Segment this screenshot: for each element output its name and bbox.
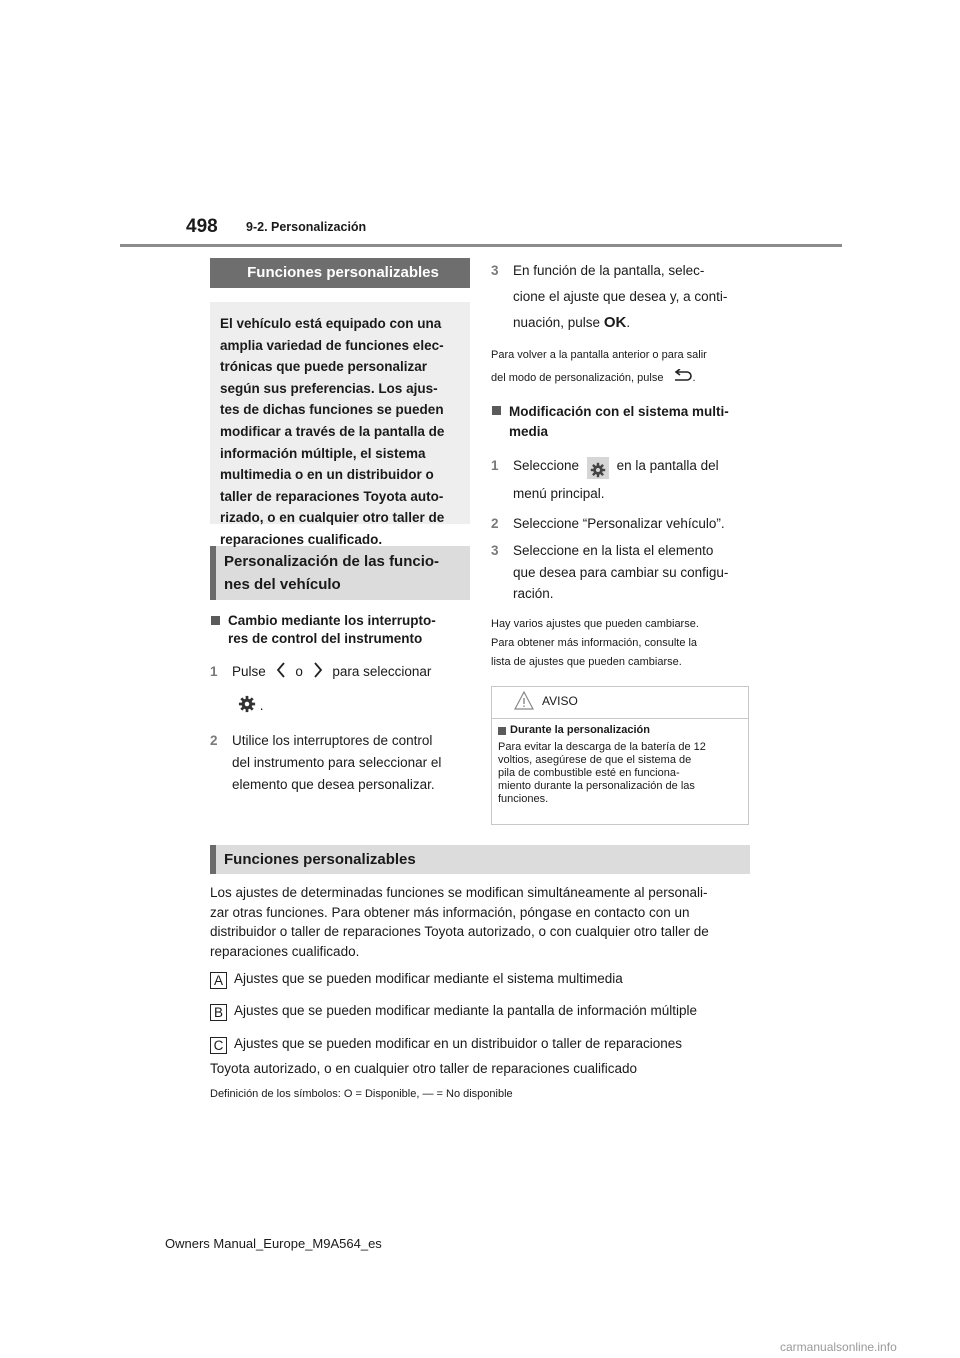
note-line: lista de ajustes que pueden cambiarse. (491, 655, 682, 668)
section-heading-funciones-bottom: Funciones personalizables (210, 845, 750, 874)
aviso-label: AVISO (542, 693, 578, 708)
step-text: . (626, 315, 631, 330)
aviso-line: miento durante la personalización de las (498, 779, 695, 792)
step-line: ración. (513, 586, 554, 601)
note-line: Para volver a la pantalla anterior o para salir (491, 349, 707, 361)
legend-text: Ajustes que se pueden modificar mediante el sistema multimedia (234, 971, 623, 986)
subheading-interruptores (210, 612, 470, 648)
legend-text: Ajustes que se pueden modificar mediante la pantalla de información múltiple (234, 1003, 698, 1018)
step-number: 2 (210, 733, 218, 748)
legend-row-c (210, 1035, 682, 1054)
step-text: nuación, pulse (513, 315, 601, 330)
intro-line: amplia variedad de funciones elec- (220, 337, 444, 353)
square-bullet-icon (492, 406, 501, 415)
step-line: que desea para cambiar su configu- (513, 564, 729, 580)
legend-key: B (210, 1004, 227, 1021)
step-text: en la pantalla del (616, 458, 719, 473)
intro-line: trónicas que puede personalizar (220, 359, 428, 375)
settings-button-icon (587, 457, 609, 479)
intro-line: información múltiple, el sistema (220, 445, 426, 461)
intro-line: rizado, o en cualquier otro taller de (220, 510, 445, 526)
step-1 (210, 660, 470, 718)
note-text: . (692, 372, 696, 384)
step-text: . (259, 698, 264, 713)
note-back (491, 344, 751, 390)
aviso-line: funciones. (498, 792, 549, 805)
step-line (513, 452, 751, 480)
step-line: elemento que desea personalizar. (232, 777, 435, 792)
footer-doc-id: Owners Manual_Europe_M9A564_es (165, 1236, 382, 1251)
aviso-header (492, 687, 748, 719)
section-heading-personalizacion (210, 546, 470, 600)
paragraph-line: Los ajustes de determinadas funciones se modifican simultáneamente al personali- (210, 885, 708, 900)
section-heading-line: Personalización de las funcio- (224, 553, 440, 570)
step-text: o (295, 664, 303, 679)
note-line (491, 367, 751, 390)
page-number: 498 (186, 216, 218, 237)
step-line: Seleccione en la lista el elemento (513, 543, 714, 558)
gear-icon (590, 462, 606, 478)
intro-line: multimedia o en un distribuidor o (220, 467, 434, 483)
symbols-definition: Definición de los símbolos: O = Disponible, — = No disponible (210, 1088, 513, 1100)
step-number: 2 (491, 516, 499, 531)
note-line: Para obtener más información, consulte la (491, 636, 698, 649)
left-column (210, 258, 470, 796)
chevron-left-icon (275, 661, 287, 679)
step-line: del instrumento para seleccionar el (232, 755, 442, 770)
legend-text: Ajustes que se pueden modificar en un distribuidor o taller de reparaciones (234, 1036, 683, 1051)
aviso-title (498, 724, 742, 737)
section-reference: 9-2. Personalización (246, 220, 367, 234)
subheading-multimedia (491, 402, 751, 442)
watermark: carmanualsonline.info (780, 1340, 897, 1354)
square-bullet-icon (498, 727, 506, 735)
ok-icon: OK (603, 314, 627, 331)
intro-line: taller de reparaciones Toyota auto- (220, 488, 444, 504)
step-number: 3 (491, 263, 499, 278)
aviso-line: voltios, asegúrese de que el sistema de (498, 753, 692, 766)
subheading-line: Cambio mediante los interrupto- (228, 613, 436, 628)
step-text: para seleccionar (332, 664, 432, 679)
note-ajustes (491, 615, 751, 672)
body-paragraph (210, 883, 755, 961)
intro-line: El vehículo está equipado con una (220, 316, 442, 331)
intro-line: tes de dichas funciones se pueden (220, 402, 444, 418)
intro-box (210, 302, 470, 547)
legend-continuation: Toyota autorizado, o en cualquier otro taller de reparaciones cualificado (210, 1061, 638, 1076)
back-arrow-icon (671, 369, 693, 383)
aviso-box (491, 686, 749, 825)
aviso-line: pila de combustible esté en funciona- (498, 766, 680, 779)
gear-icon (238, 695, 256, 713)
multimedia-step-3 (491, 540, 751, 605)
section-heading-line: nes del vehículo (224, 576, 341, 593)
subheading-line: Modificación con el sistema multi- (509, 404, 729, 419)
step-number: 3 (491, 543, 499, 558)
aviso-line: Para evitar la descarga de la batería de 12 (498, 740, 706, 753)
intro-line: modificar a través de la pantalla de (220, 423, 445, 439)
legend-row-b (210, 1002, 697, 1021)
step-line (513, 310, 751, 336)
step-line: Utilice los interruptores de control (232, 733, 433, 748)
step-line: menú principal. (513, 486, 605, 501)
step-line: Seleccione “Personalizar vehículo”. (513, 516, 725, 531)
legend-key: C (210, 1037, 227, 1054)
paragraph-line: zar otras funciones. Para obtener más información, póngase en contacto con un (210, 904, 690, 920)
aviso-title-text: Durante la personalización (510, 723, 650, 736)
multimedia-step-2 (491, 512, 751, 536)
paragraph-line: distribuidor o taller de reparaciones Toyota autorizado, o con cualquier otro taller de (210, 924, 709, 939)
step-3 (491, 258, 751, 336)
note-line: Hay varios ajustes que pueden cambiarse. (491, 617, 699, 630)
square-bullet-icon (211, 616, 220, 625)
step-number: 1 (491, 458, 499, 473)
right-column (491, 258, 751, 825)
multimedia-step-1 (491, 452, 751, 508)
aviso-body (492, 719, 748, 810)
legend-key: A (210, 972, 227, 989)
step-line: En función de la pantalla, selec- (513, 263, 705, 278)
subheading-line: media (509, 424, 549, 439)
header-rule (120, 244, 842, 247)
legend-row-a (210, 970, 623, 989)
step-text: Pulse (232, 664, 266, 679)
intro-line: según sus preferencias. Los ajus- (220, 380, 438, 396)
step-line: cione el ajuste que desea y, a conti- (513, 289, 728, 304)
warning-triangle-icon (514, 691, 534, 710)
intro-line: reparaciones cualificado. (220, 531, 383, 547)
section-heading-funciones: Funciones personalizables (210, 258, 470, 288)
note-text: del modo de personalización, pulse (491, 372, 664, 384)
step-text: Seleccione (513, 458, 580, 473)
step-2 (210, 730, 470, 796)
step-number: 1 (210, 664, 218, 679)
subheading-line: res de control del instrumento (228, 631, 423, 646)
paragraph-line: reparaciones cualificado. (210, 943, 360, 959)
chevron-right-icon (312, 661, 324, 679)
